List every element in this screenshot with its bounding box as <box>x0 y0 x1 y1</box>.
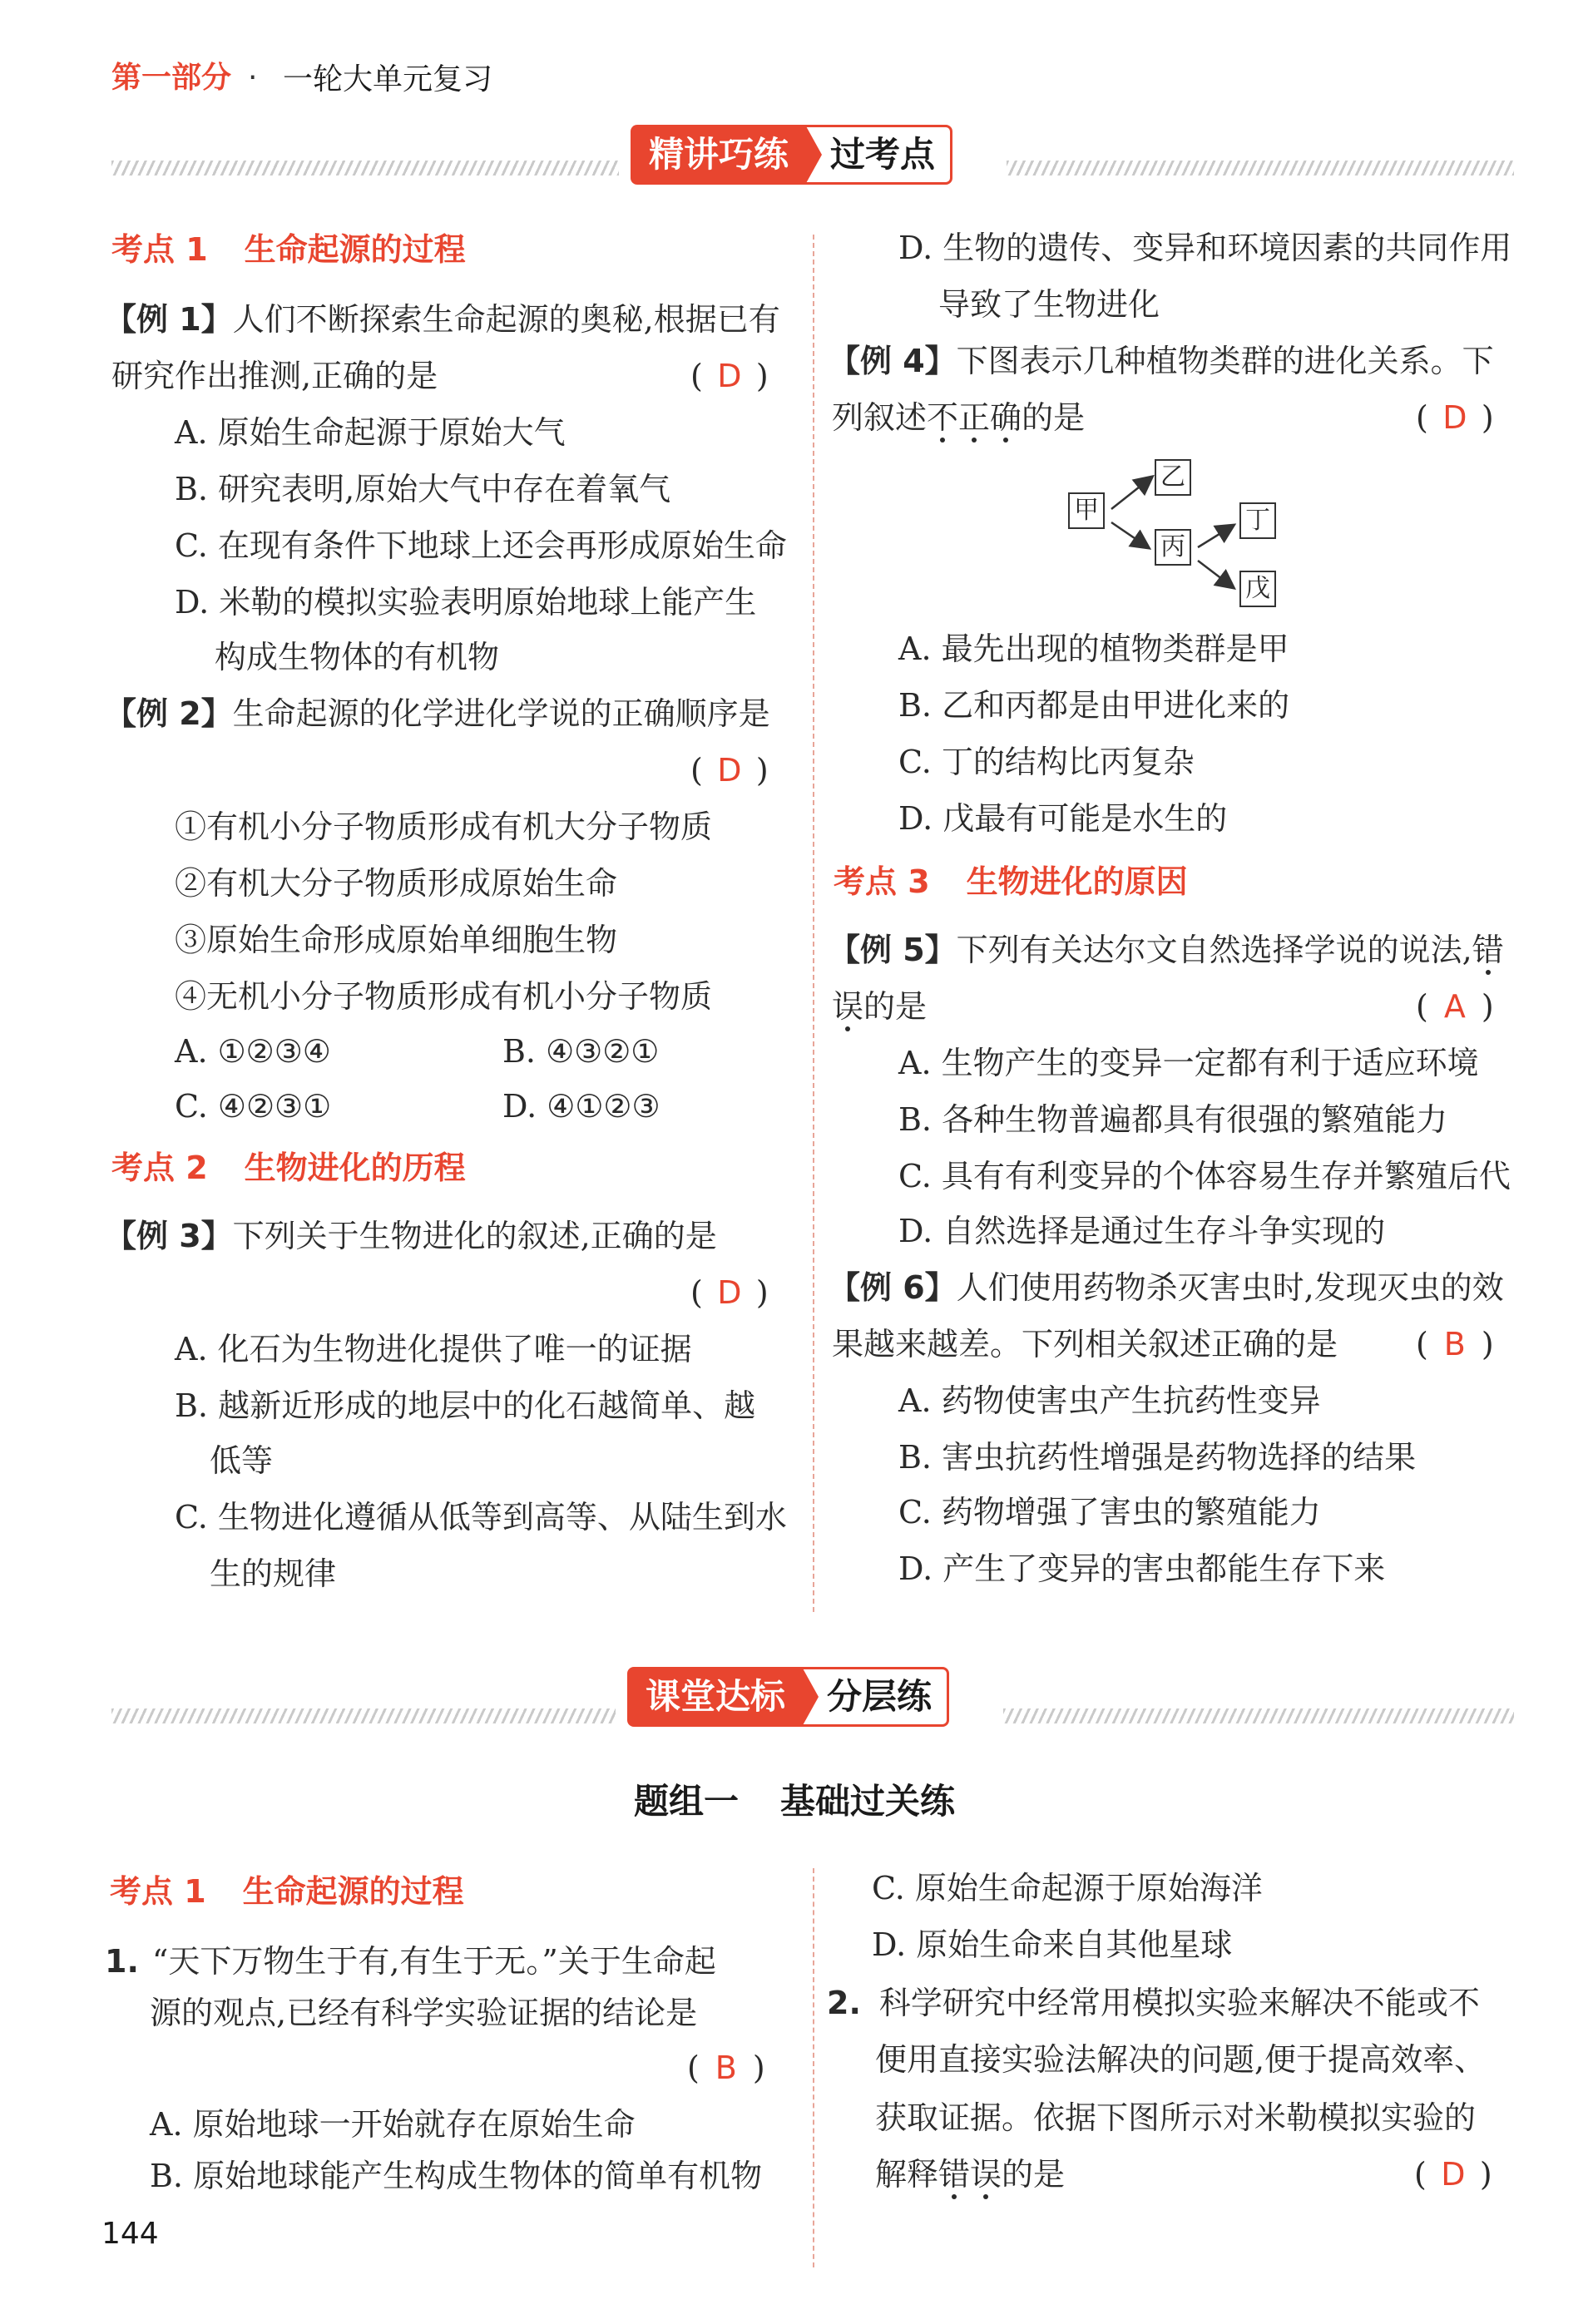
ex2-answer: ( D ) <box>690 752 769 789</box>
banner2-hatch-left <box>111 1708 616 1723</box>
ex3-option-d: D. 生物的遗传、变异和环境因素的共同作用 <box>898 230 1512 266</box>
ex1-answer: ( D ) <box>690 358 769 394</box>
banner2-left-label: 课堂达标 <box>627 1667 802 1727</box>
ex3-option-b-cont: 低等 <box>210 1442 274 1479</box>
ex2-option-c: C. ④②③① <box>175 1088 332 1125</box>
banner-right-label: 过考点 <box>805 125 952 185</box>
ex6-option-d: D. 产生了变异的害虫都能生存下来 <box>898 1550 1386 1587</box>
ex3-option-c: C. 生物进化遵循从低等到高等、从陆生到水 <box>175 1499 787 1535</box>
q1-stem-line1: 1. “天下万物生于有,有生于无。”关于生命起 <box>105 1943 716 1980</box>
ex1-option-d-cont: 构成生物体的有机物 <box>215 639 500 675</box>
ex3-option-a: A. 化石为生物进化提供了唯一的证据 <box>175 1331 692 1367</box>
diagram-node-bing: 丙 <box>1155 529 1191 566</box>
q1-option-d: D. 原始生命来自其他星球 <box>872 1926 1233 1963</box>
ex1-stem-line2: 研究作出推测,正确的是 <box>111 358 438 394</box>
ex4-stem-line2: 列叙述不正确的是 <box>832 399 1086 436</box>
diagram-node-yi: 乙 <box>1155 459 1191 496</box>
ex5-option-d: D. 自然选择是通过生存斗争实现的 <box>898 1213 1386 1249</box>
ex5-option-a: A. 生物产生的变异一定都有利于适应环境 <box>898 1045 1479 1081</box>
section-banner-classroom <box>627 1667 949 1727</box>
section-label: 第一部分 <box>111 61 232 95</box>
q1-option-c: C. 原始生命起源于原始海洋 <box>872 1870 1263 1906</box>
ex2-item-3: ③原始生命形成原始单细胞生物 <box>175 922 618 958</box>
q2-stem-line4: 解释错误的是 <box>875 2156 1066 2193</box>
ex2-item-4: ④无机小分子物质形成有机小分子物质 <box>175 978 713 1015</box>
kp1-heading: 考点 1 生命起源的过程 <box>111 231 466 268</box>
header-title: 一轮大单元复习 <box>283 62 493 96</box>
q1-option-a: A. 原始地球一开始就存在原始生命 <box>150 2106 636 2143</box>
ex6-stem-line2: 果越来越差。下列相关叙述正确的是 <box>832 1326 1338 1362</box>
diagram-node-ding: 丁 <box>1239 502 1276 539</box>
ex5-answer: ( A ) <box>1416 988 1494 1025</box>
ex4-option-c: C. 丁的结构比丙复杂 <box>898 744 1195 780</box>
q2-stem-line1: 2. 科学研究中经常用模拟实验来解决不能或不 <box>827 1985 1480 2021</box>
ex1-option-b: B. 研究表明,原始大气中存在着氧气 <box>175 471 671 507</box>
ex2-option-b: B. ④③②① <box>502 1033 660 1070</box>
banner2-right-label: 分层练 <box>802 1667 949 1727</box>
page-number: 144 <box>101 2217 159 2251</box>
ex4-stem-line1: 【例 4】下图表示几种植物类群的进化关系。下 <box>829 343 1494 379</box>
banner-hatch-left <box>111 161 619 176</box>
ex6-option-b: B. 害虫抗药性增强是药物选择的结果 <box>898 1439 1417 1476</box>
q2-stem-line2: 便用直接实验法解决的问题,便于提高效率、 <box>875 2041 1487 2078</box>
q2-answer: ( D ) <box>1414 2156 1492 2193</box>
ex2-item-2: ②有机大分子物质形成原始生命 <box>175 865 618 902</box>
diagram-node-wu: 戊 <box>1239 571 1276 607</box>
ex3-option-b: B. 越新近形成的地层中的化石越简单、越 <box>175 1387 756 1424</box>
ex4-answer: ( D ) <box>1416 399 1494 436</box>
ex1-option-d: D. 米勒的模拟实验表明原始地球上能产生 <box>175 584 757 621</box>
header-separator: · <box>248 61 258 95</box>
column-divider <box>813 235 814 1612</box>
ex6-answer: ( B ) <box>1416 1326 1494 1362</box>
ex1-option-a: A. 原始生命起源于原始大气 <box>175 414 566 451</box>
ex3-option-d-cont: 导致了生物进化 <box>938 286 1160 323</box>
ex6-option-a: A. 药物使害虫产生抗药性变异 <box>898 1382 1321 1419</box>
ex2-item-1: ①有机小分子物质形成有机大分子物质 <box>175 808 713 845</box>
ex6-stem-line1: 【例 6】人们使用药物杀灭害虫时,发现灭虫的效 <box>829 1269 1504 1306</box>
q1-option-b: B. 原始地球能产生构成生物体的简单有机物 <box>150 2158 763 2194</box>
ex5-stem-line1: 【例 5】下列有关达尔文自然选择学说的说法,错 <box>829 932 1504 968</box>
ex2-stem-line1: 【例 2】生命起源的化学进化学说的正确顺序是 <box>105 695 770 732</box>
banner-left-label: 精讲巧练 <box>631 125 805 185</box>
kp2-heading: 考点 2 生物进化的历程 <box>111 1150 466 1186</box>
q1-answer: ( B ) <box>687 2050 765 2086</box>
diagram-node-jia: 甲 <box>1068 492 1105 529</box>
ex4-option-a: A. 最先出现的植物类群是甲 <box>898 630 1289 667</box>
ex5-stem-line2: 误的是 <box>832 988 928 1025</box>
group-title: 题组一 基础过关练 <box>634 1781 956 1822</box>
ex4-option-d: D. 戊最有可能是水生的 <box>898 800 1228 837</box>
banner2-hatch-right <box>1003 1708 1514 1723</box>
bottom-kp1-heading: 考点 1 生命起源的过程 <box>110 1873 464 1910</box>
ex3-answer: ( D ) <box>690 1274 769 1311</box>
ex1-stem-line1: 【例 1】人们不断探索生命起源的奥秘,根据已有 <box>105 301 780 338</box>
kp3-heading: 考点 3 生物进化的原因 <box>834 863 1188 900</box>
ex3-stem-line1: 【例 3】下列关于生物进化的叙述,正确的是 <box>105 1218 717 1254</box>
ex6-option-c: C. 药物增强了害虫的繁殖能力 <box>898 1494 1321 1530</box>
banner-hatch-right <box>1007 161 1514 176</box>
ex5-option-b: B. 各种生物普遍都具有很强的繁殖能力 <box>898 1101 1448 1138</box>
ex3-option-c-cont: 生的规律 <box>210 1555 337 1592</box>
ex2-option-a: A. ①②③④ <box>175 1033 331 1070</box>
ex2-option-d: D. ④①②③ <box>502 1088 660 1125</box>
ex1-option-c: C. 在现有条件下地球上还会再形成原始生命 <box>175 527 787 564</box>
q1-stem-line2: 源的观点,已经有科学实验证据的结论是 <box>150 1995 698 2031</box>
bottom-column-divider <box>813 1868 814 2267</box>
section-banner-practice <box>631 125 952 185</box>
ex5-option-c: C. 具有有利变异的个体容易生存并繁殖后代 <box>898 1158 1511 1194</box>
q2-stem-line3: 获取证据。依据下图所示对米勒模拟实验的 <box>875 2099 1477 2136</box>
ex4-option-b: B. 乙和丙都是由甲进化来的 <box>898 687 1290 724</box>
